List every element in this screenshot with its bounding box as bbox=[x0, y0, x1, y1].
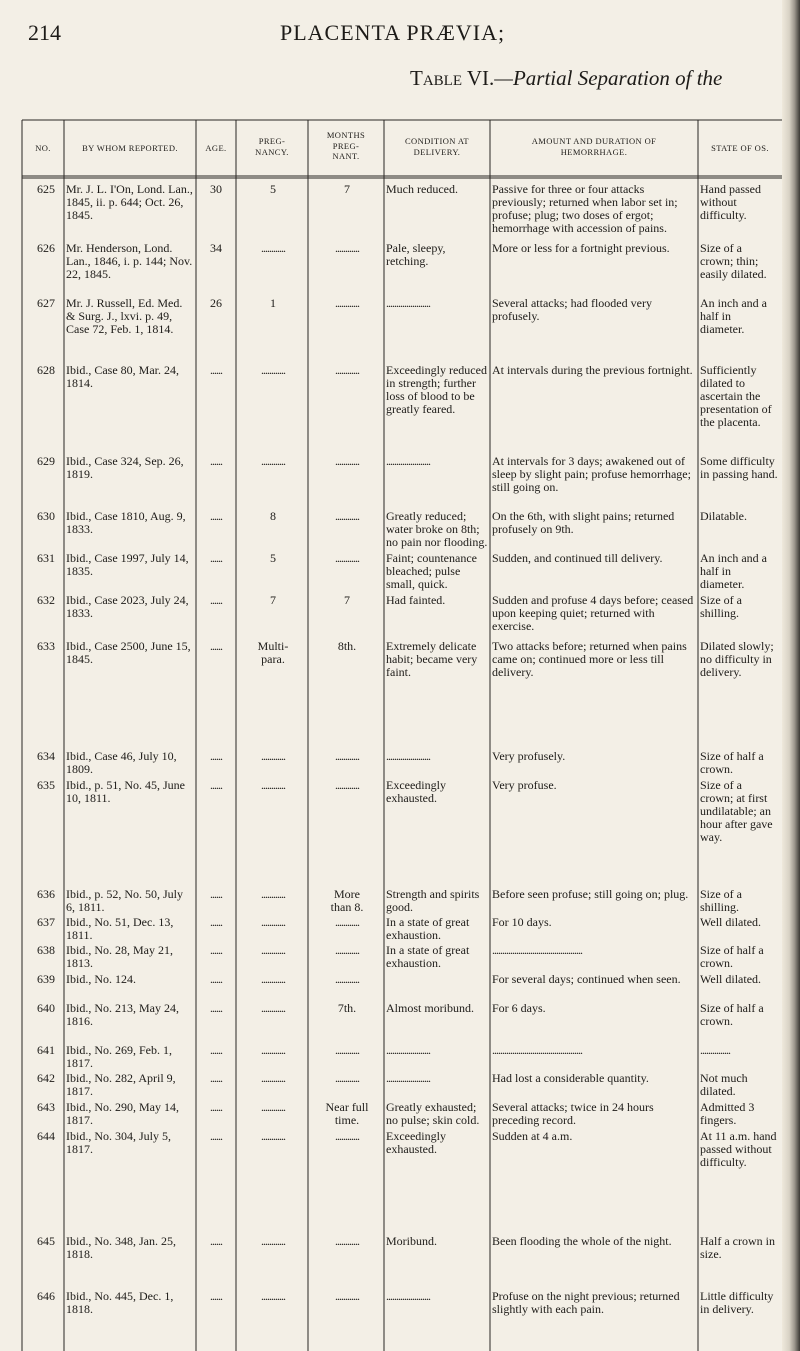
row-641-age: ...... bbox=[210, 1043, 222, 1057]
row-627-age: 26 bbox=[210, 296, 222, 310]
row-627-by: Mr. J. Russell, Ed. Med. & Surg. J., lxvi. p. 49, Case 72, Feb. 1, 1814. bbox=[66, 296, 183, 336]
page-edge-shadow bbox=[782, 0, 800, 1351]
row-637-state: Well dilated. bbox=[700, 915, 762, 929]
row-625-months: 7 bbox=[344, 182, 350, 196]
row-643-age: ...... bbox=[210, 1100, 222, 1114]
row-643-condition: Greatly exhausted; no pulse; skin cold. bbox=[386, 1100, 480, 1127]
row-637-condition: In a state of great exhaustion. bbox=[386, 915, 470, 942]
row-646-condition: ...................... bbox=[386, 1289, 430, 1303]
row-645-state: Half a crown in size. bbox=[700, 1234, 775, 1261]
row-642-age: ...... bbox=[210, 1071, 222, 1085]
row-633-preg: Multi-para. bbox=[257, 639, 289, 666]
row-627-state: An inch and a half in diameter. bbox=[700, 296, 767, 336]
row-625-amount: Passive for three or four attacks previously; returned when labor set in; profuse; plug; two doses of ergot; hemorrhage with accession of pains. bbox=[492, 182, 678, 235]
row-628-state: Sufficiently dilated to ascertain the presentation of the placenta. bbox=[700, 363, 772, 429]
row-645-preg: ............ bbox=[261, 1234, 285, 1248]
row-630-months: ............ bbox=[335, 509, 359, 523]
table-label: Table VI. bbox=[410, 66, 495, 90]
row-629-age: ...... bbox=[210, 454, 222, 468]
row-636-months: More than 8. bbox=[330, 887, 364, 914]
header-age: AGE. bbox=[205, 143, 227, 153]
row-641-state: ............... bbox=[700, 1043, 730, 1057]
row-635-amount: Very profuse. bbox=[492, 778, 557, 792]
row-632-by: Ibid., Case 2023, July 24, 1833. bbox=[66, 593, 189, 620]
row-630-age: ...... bbox=[210, 509, 222, 523]
page-number: 214 bbox=[28, 20, 61, 45]
row-644-no: 644 bbox=[37, 1129, 55, 1143]
row-638-state: Size of half a crown. bbox=[700, 943, 764, 970]
row-639-amount: For several days; continued when seen. bbox=[492, 972, 681, 986]
row-645-age: ...... bbox=[210, 1234, 222, 1248]
row-637-amount: For 10 days. bbox=[492, 915, 552, 929]
row-625-by: Mr. J. L. I'On, Lond. Lan., 1845, ii. p. 644; Oct. 26, 1845. bbox=[66, 182, 193, 222]
row-639-preg: ............ bbox=[261, 972, 285, 986]
row-633-months: 8th. bbox=[337, 639, 357, 653]
row-637-no: 637 bbox=[37, 915, 55, 929]
row-627-no: 627 bbox=[37, 296, 55, 310]
row-640-no: 640 bbox=[37, 1001, 55, 1015]
row-641-preg: ............ bbox=[261, 1043, 285, 1057]
row-632-preg: 7 bbox=[270, 593, 276, 607]
row-645-amount: Been flooding the whole of the night. bbox=[492, 1234, 672, 1248]
row-625-state: Hand passed without difficulty. bbox=[700, 182, 761, 222]
row-643-preg: ............ bbox=[261, 1100, 285, 1114]
row-631-state: An inch and a half in diameter. bbox=[700, 551, 767, 591]
row-632-no: 632 bbox=[37, 593, 55, 607]
row-627-condition: ...................... bbox=[386, 296, 430, 310]
row-639-months: ............ bbox=[335, 972, 359, 986]
row-630-by: Ibid., Case 1810, Aug. 9, 1833. bbox=[66, 509, 186, 536]
row-625-no: 625 bbox=[37, 182, 55, 196]
row-645-by: Ibid., No. 348, Jan. 25, 1818. bbox=[66, 1234, 176, 1261]
row-645-months: ............ bbox=[335, 1234, 359, 1248]
row-628-no: 628 bbox=[37, 363, 55, 377]
row-635-age: ...... bbox=[210, 778, 222, 792]
row-635-preg: ............ bbox=[261, 778, 285, 792]
row-644-age: ...... bbox=[210, 1129, 222, 1143]
row-633-amount: Two attacks before; returned when pains came on; continued more or less till delivery. bbox=[492, 639, 687, 679]
row-643-months: Near full time. bbox=[325, 1100, 369, 1127]
row-644-months: ............ bbox=[335, 1129, 359, 1143]
row-629-condition: ...................... bbox=[386, 454, 430, 468]
row-636-preg: ............ bbox=[261, 887, 285, 901]
row-645-condition: Moribund. bbox=[386, 1234, 437, 1248]
row-638-preg: ............ bbox=[261, 943, 285, 957]
row-632-months: 7 bbox=[344, 593, 350, 607]
row-636-state: Size of a shilling. bbox=[700, 887, 742, 914]
row-642-by: Ibid., No. 282, April 9, 1817. bbox=[66, 1071, 176, 1098]
row-643-by: Ibid., No. 290, May 14, 1817. bbox=[66, 1100, 179, 1127]
row-642-months: ............ bbox=[335, 1071, 359, 1085]
row-629-months: ............ bbox=[335, 454, 359, 468]
header-months: MONTHS PREG-NANT. bbox=[326, 130, 366, 162]
row-628-age: ...... bbox=[210, 363, 222, 377]
row-640-by: Ibid., No. 213, May 24, 1816. bbox=[66, 1001, 179, 1028]
row-633-state: Dilated slowly; no difficulty in delivery. bbox=[700, 639, 774, 679]
row-646-no: 646 bbox=[37, 1289, 55, 1303]
row-629-amount: At intervals for 3 days; awakened out of sleep by slight pain; profuse hemorrhage; still going on. bbox=[492, 454, 691, 494]
row-638-no: 638 bbox=[37, 943, 55, 957]
row-643-no: 643 bbox=[37, 1100, 55, 1114]
row-631-preg: 5 bbox=[270, 551, 276, 565]
row-637-months: ............ bbox=[335, 915, 359, 929]
row-637-by: Ibid., No. 51, Dec. 13, 1811. bbox=[66, 915, 174, 942]
row-642-condition: ...................... bbox=[386, 1071, 430, 1085]
row-642-preg: ............ bbox=[261, 1071, 285, 1085]
row-637-age: ...... bbox=[210, 915, 222, 929]
row-646-preg: ............ bbox=[261, 1289, 285, 1303]
row-633-condition: Extremely delicate habit; became very faint. bbox=[386, 639, 478, 679]
row-630-preg: 8 bbox=[270, 509, 276, 523]
row-629-preg: ............ bbox=[261, 454, 285, 468]
row-633-no: 633 bbox=[37, 639, 55, 653]
row-634-no: 634 bbox=[37, 749, 55, 763]
row-632-amount: Sudden and profuse 4 days before; ceased upon keeping quiet; returned with exercise. bbox=[492, 593, 694, 633]
row-641-no: 641 bbox=[37, 1043, 55, 1057]
row-644-amount: Sudden at 4 a.m. bbox=[492, 1129, 573, 1143]
row-642-state: Not much dilated. bbox=[700, 1071, 748, 1098]
row-636-by: Ibid., p. 52, No. 50, July 6, 1811. bbox=[66, 887, 183, 914]
row-639-age: ...... bbox=[210, 972, 222, 986]
row-628-months: ............ bbox=[335, 363, 359, 377]
row-631-condition: Faint; countenance bleached; pulse small, quick. bbox=[386, 551, 477, 591]
row-636-condition: Strength and spirits good. bbox=[386, 887, 480, 914]
header-condition: CONDITION AT DELIVERY. bbox=[404, 136, 470, 157]
row-641-months: ............ bbox=[335, 1043, 359, 1057]
row-644-by: Ibid., No. 304, July 5, 1817. bbox=[66, 1129, 171, 1156]
row-631-amount: Sudden, and continued till delivery. bbox=[492, 551, 663, 565]
row-627-amount: Several attacks; had flooded very profusely. bbox=[492, 296, 652, 323]
table-title bbox=[410, 66, 722, 91]
row-635-condition: Exceedingly exhausted. bbox=[386, 778, 446, 805]
row-634-amount: Very profusely. bbox=[492, 749, 566, 763]
row-632-condition: Had fainted. bbox=[386, 593, 446, 607]
row-635-state: Size of a crown; at first undilatable; an hour after gave way. bbox=[700, 778, 773, 844]
row-641-amount: ............................................. bbox=[492, 1043, 582, 1057]
row-638-age: ...... bbox=[210, 943, 222, 957]
row-636-no: 636 bbox=[37, 887, 55, 901]
row-626-amount: More or less for a fortnight previous. bbox=[492, 241, 670, 255]
row-628-by: Ibid., Case 80, Mar. 24, 1814. bbox=[66, 363, 179, 390]
row-641-condition: ...................... bbox=[386, 1043, 430, 1057]
row-638-by: Ibid., No. 28, May 21, 1813. bbox=[66, 943, 173, 970]
row-639-no: 639 bbox=[37, 972, 55, 986]
row-637-preg: ............ bbox=[261, 915, 285, 929]
row-626-no: 626 bbox=[37, 241, 55, 255]
row-646-age: ...... bbox=[210, 1289, 222, 1303]
row-645-no: 645 bbox=[37, 1234, 55, 1248]
row-631-by: Ibid., Case 1997, July 14, 1835. bbox=[66, 551, 189, 578]
row-642-amount: Had lost a considerable quantity. bbox=[492, 1071, 649, 1085]
table-title-text: —Partial Separation of the bbox=[494, 66, 723, 90]
row-630-no: 630 bbox=[37, 509, 55, 523]
running-title: PLACENTA PRÆVIA; bbox=[280, 20, 506, 45]
row-626-age: 34 bbox=[210, 241, 222, 255]
row-625-age: 30 bbox=[210, 182, 222, 196]
row-642-no: 642 bbox=[37, 1071, 55, 1085]
row-633-age: ...... bbox=[210, 639, 222, 653]
row-626-months: ............ bbox=[335, 241, 359, 255]
row-641-by: Ibid., No. 269, Feb. 1, 1817. bbox=[66, 1043, 172, 1070]
row-646-state: Little difficulty in delivery. bbox=[700, 1289, 774, 1316]
row-640-state: Size of half a crown. bbox=[700, 1001, 764, 1028]
row-639-by: Ibid., No. 124. bbox=[66, 972, 136, 986]
row-628-condition: Exceedingly reduced in strength; further loss of blood to be greatly feared. bbox=[386, 363, 487, 416]
row-632-age: ...... bbox=[210, 593, 222, 607]
row-631-months: ............ bbox=[335, 551, 359, 565]
row-639-state: Well dilated. bbox=[700, 972, 762, 986]
row-634-by: Ibid., Case 46, July 10, 1809. bbox=[66, 749, 177, 776]
row-643-amount: Several attacks; twice in 24 hours preceding record. bbox=[492, 1100, 654, 1127]
row-634-months: ............ bbox=[335, 749, 359, 763]
row-630-condition: Greatly reduced; water broke on 8th; no pain nor flooding. bbox=[386, 509, 488, 549]
header-pregnancy: PREG-NANCY. bbox=[255, 136, 289, 157]
row-626-state: Size of a crown; thin; easily dilated. bbox=[700, 241, 767, 281]
row-628-amount: At intervals during the previous fortnight. bbox=[492, 363, 693, 377]
row-640-preg: ............ bbox=[261, 1001, 285, 1015]
row-625-condition: Much reduced. bbox=[386, 182, 458, 196]
row-629-state: Some difficulty in passing hand. bbox=[700, 454, 778, 481]
row-634-age: ...... bbox=[210, 749, 222, 763]
row-626-preg: ............ bbox=[261, 241, 285, 255]
row-640-months: 7th. bbox=[337, 1001, 357, 1015]
row-633-by: Ibid., Case 2500, June 15, 1845. bbox=[66, 639, 191, 666]
row-631-age: ...... bbox=[210, 551, 222, 565]
row-629-no: 629 bbox=[37, 454, 55, 468]
row-629-by: Ibid., Case 324, Sep. 26, 1819. bbox=[66, 454, 184, 481]
row-634-condition: ...................... bbox=[386, 749, 430, 763]
row-635-no: 635 bbox=[37, 778, 55, 792]
row-638-amount: ............................................. bbox=[492, 943, 582, 957]
row-638-months: ............ bbox=[335, 943, 359, 957]
row-625-preg: 5 bbox=[270, 182, 276, 196]
row-636-age: ...... bbox=[210, 887, 222, 901]
row-643-state: Admitted 3 fingers. bbox=[700, 1100, 755, 1127]
row-644-state: At 11 a.m. hand passed without difficulty. bbox=[700, 1129, 777, 1169]
row-640-amount: For 6 days. bbox=[492, 1001, 546, 1015]
row-627-preg: 1 bbox=[270, 296, 276, 310]
row-644-condition: Exceedingly exhausted. bbox=[386, 1129, 446, 1156]
row-638-condition: In a state of great exhaustion. bbox=[386, 943, 470, 970]
row-626-by: Mr. Henderson, Lond. Lan., 1846, i. p. 144; Nov. 22, 1845. bbox=[66, 241, 193, 281]
row-632-state: Size of a shilling. bbox=[700, 593, 742, 620]
row-634-preg: ............ bbox=[261, 749, 285, 763]
row-626-condition: Pale, sleepy, retching. bbox=[386, 241, 446, 268]
header-state: STATE OF OS. bbox=[711, 143, 769, 153]
row-640-age: ...... bbox=[210, 1001, 222, 1015]
row-627-months: ............ bbox=[335, 296, 359, 310]
row-630-state: Dilatable. bbox=[700, 509, 747, 523]
header-amount: AMOUNT AND DURATION OF HEMORRHAGE. bbox=[531, 136, 657, 157]
header-no: NO. bbox=[35, 143, 51, 153]
row-635-by: Ibid., p. 51, No. 45, June 10, 1811. bbox=[66, 778, 185, 805]
row-640-condition: Almost moribund. bbox=[386, 1001, 475, 1015]
row-630-amount: On the 6th, with slight pains; returned profusely on 9th. bbox=[492, 509, 675, 536]
row-634-state: Size of half a crown. bbox=[700, 749, 764, 776]
row-628-preg: ............ bbox=[261, 363, 285, 377]
row-646-by: Ibid., No. 445, Dec. 1, 1818. bbox=[66, 1289, 174, 1316]
row-631-no: 631 bbox=[37, 551, 55, 565]
row-646-months: ............ bbox=[335, 1289, 359, 1303]
header-by-whom: BY WHOM REPORTED. bbox=[82, 143, 178, 153]
row-646-amount: Profuse on the night previous; returned slightly with each pain. bbox=[492, 1289, 680, 1316]
row-635-months: ............ bbox=[335, 778, 359, 792]
row-644-preg: ............ bbox=[261, 1129, 285, 1143]
row-636-amount: Before seen profuse; still going on; plug. bbox=[492, 887, 689, 901]
